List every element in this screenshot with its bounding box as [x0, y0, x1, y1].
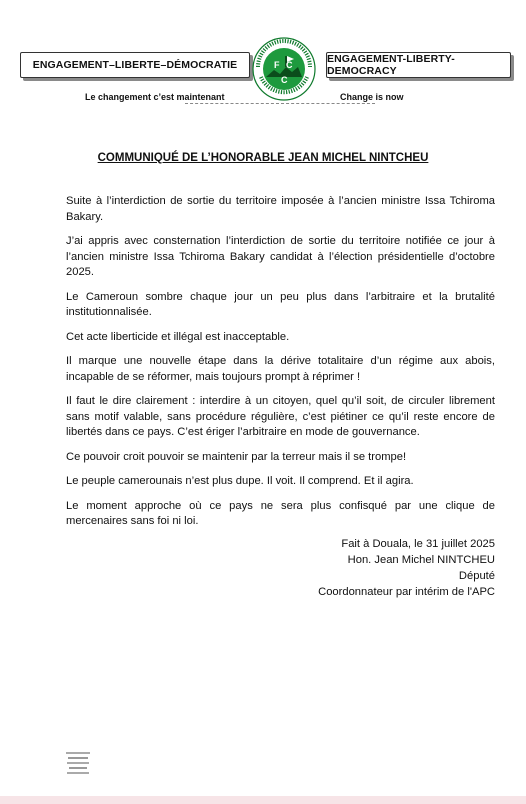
left-banner — [20, 52, 250, 78]
bottom-band — [0, 796, 526, 804]
fcc-logo — [252, 37, 316, 101]
left-banner-text: ENGAGEMENT–LIBERTE–DÉMOCRATIE — [32, 59, 238, 71]
signature-place-date: Fait à Douala, le 31 juillet 2025 — [341, 538, 495, 550]
paragraph: Le Cameroun sombre chaque jour un peu plus dans l’arbitraire et la brutalité institutionnalisée. — [66, 290, 495, 318]
right-banner — [326, 52, 511, 78]
logo-letter-c2: C — [281, 75, 288, 85]
signature-block — [280, 536, 495, 600]
signature-position: Coordonnateur par intérim de l'APC — [318, 586, 495, 598]
paragraph: Il faut le dire clairement : interdire à un citoyen, quel qu’il soit, de circuler librement sans motif valable, sans procédure régulière, c’est piétiner ce qu’il reste encore de libertés dans ce pays. C’est ériger l’arbitraire en mode de gouvernance. — [66, 395, 495, 438]
signature-role: Député — [458, 570, 495, 582]
left-motto: Le changement c’est maintenant — [85, 92, 225, 102]
paragraph: J’ai appris avec consternation l’interdiction de sortie du territoire notifiée ce jour à l’ancien ministre Issa Tchiroma Bakary candidat à l’élection présidentielle d’octobre 2025. — [66, 235, 495, 278]
document-title: COMMUNIQUÉ DE L’HONORABLE JEAN MICHEL NINTCHEU — [97, 152, 429, 164]
signature-name: Hon. Jean Michel NINTCHEU — [347, 554, 495, 566]
paragraph: Cet acte liberticide et illégal est inacceptable. — [66, 330, 290, 343]
document-body — [66, 194, 495, 539]
logo-letter-c1: C — [286, 60, 293, 70]
header-divider — [185, 103, 375, 104]
paragraph: Ce pouvoir croit pouvoir se maintenir par la terreur mais il se trompe! — [66, 450, 407, 463]
paragraph: Le peuple camerounais n’est plus dupe. Il voit. Il comprend. Et il agira. — [66, 475, 414, 487]
right-banner-text: ENGAGEMENT-LIBERTY-DEMOCRACY — [327, 53, 455, 77]
right-motto: Change is now — [340, 92, 404, 102]
logo-letter-f: F — [274, 60, 280, 70]
paragraph: Le moment approche où ce pays ne sera plus confisqué par une clique de mercenaires sans foi ni loi. — [66, 499, 495, 527]
stamp-mark-icon — [64, 750, 94, 778]
paragraph: Il marque une nouvelle étape dans la dérive totalitaire d’un régime aux abois, incapable de se réformer, mais toujours prompt à réprimer ! — [66, 355, 495, 383]
paragraph: Suite à l’interdiction de sortie du territoire imposée à l’ancien ministre Issa Tchiroma Bakary. — [66, 195, 495, 223]
